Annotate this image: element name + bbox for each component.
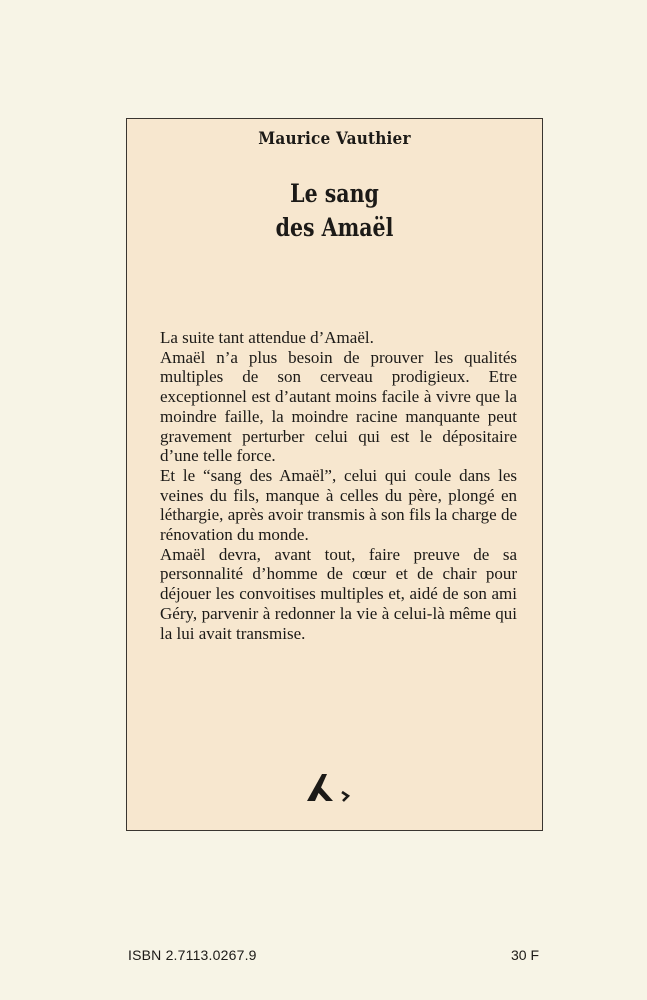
author-name: Maurice Vauthier [258,129,411,149]
blurb-paragraph: Amaël devra, avant tout, faire preuve de sa personnalité d’homme de cœur et de chair pour déjouer les convoitises multiples et, aidé de son ami Géry, parvenir à redonner la vie à celui-là même qui la lui avait transmise. [160,544,517,643]
blurb-paragraph: Et le “sang des Amaël”, celui qui coule dans les veines du fils, manque à celles du père, plongé en léthargie, après avoir transmis à son fils la charge de rénovation du monde. [160,465,517,545]
book-title [164,177,504,245]
publisher-logo-icon [303,770,353,804]
blurb-paragraph: La suite tant attendue d’Amaël. [160,328,374,347]
blurb-text [160,328,517,643]
book-title-line-2: des Amaël [275,213,394,242]
price-label: 30 F [510,947,539,963]
isbn-label: ISBN 2.7113.0267.9 [128,947,257,963]
book-title-line-1: Le sang [290,179,379,208]
back-cover-panel [126,118,543,831]
blurb-paragraph: Amaël n’a plus besoin de prouver les qualités multiples de son cerveau prodigieux. Etre exceptionnel est d’autant moins facile à vivre que la moindre faille, la moindre racine manquante peut gravement perturber celui qui est le dépositaire d’une telle force. [160,347,517,466]
